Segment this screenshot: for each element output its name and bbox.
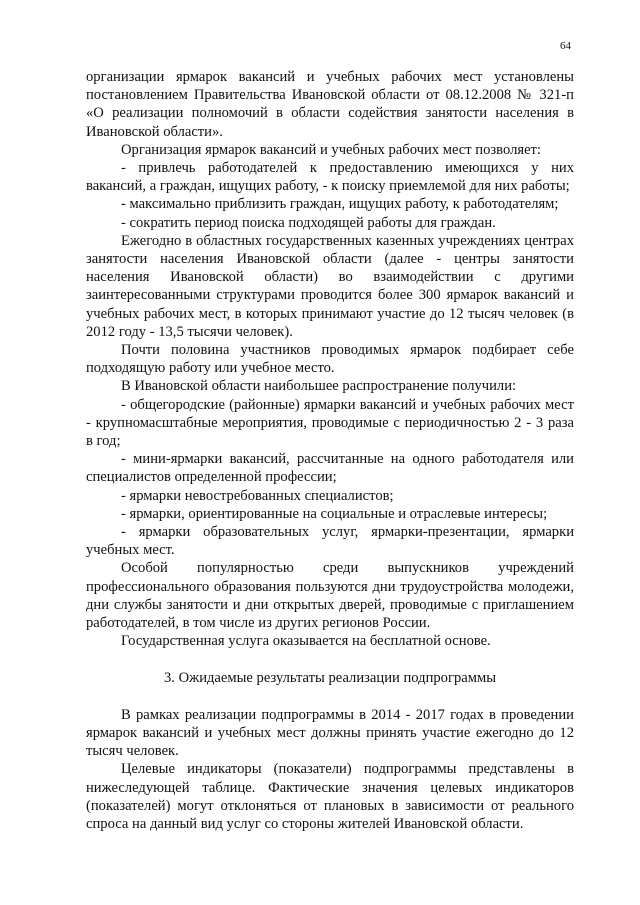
paragraph: - привлечь работодателей к предоставлению имеющихся у них вакансий, а граждан, ищущих работу, - к поиску приемлемой для них работы;	[86, 160, 574, 195]
paragraph: - максимально приблизить граждан, ищущих работу, к работодателям;	[121, 196, 559, 213]
paragraph: В Ивановской области наибольшее распространение получили:	[121, 378, 517, 395]
top-paragraphs	[86, 68, 574, 651]
paragraph: Организация ярмарок вакансий и учебных рабочих мест позволяет:	[121, 141, 541, 158]
page-number: 64	[560, 40, 571, 52]
paragraph: - общегородские (районные) ярмарки вакансий и учебных рабочих мест - крупномасштабные мероприятия, проводимые с периодичностью 2 - 3 раза в год;	[86, 396, 574, 450]
paragraph: Государственная услуга оказывается на бесплатной основе.	[121, 633, 491, 650]
paragraph: Ежегодно в областных государственных казенных учреждениях центрах занятости населения Ивановской области (далее - центры занятости населения Ивановской области) во взаимодействии с другими заинтересованными структурами проводится более 300 ярмарок вакансий и учебных рабочих мест, в которых принимают участие до 12 тысяч человек (в 2012 году - 13,5 тысячи человек).	[86, 232, 574, 340]
paragraph: организации ярмарок вакансий и учебных рабочих мест установлены постановлением Правительства Ивановской области от 08.12.2008 № 321-п «О реализации полномочий в области содействия занятости населения в Ивановской области».	[86, 69, 574, 140]
bottom-paragraphs	[86, 706, 574, 833]
paragraph: - сократить период поиска подходящей работы для граждан.	[121, 214, 496, 231]
document-body	[86, 68, 574, 833]
paragraph: В рамках реализации подпрограммы в 2014 - 2017 годах в проведении ярмарок вакансий и учебных мест должны принять участие ежегодно до 12 тысяч человек.	[86, 706, 574, 760]
section-heading: 3. Ожидаемые результаты реализации подпрограммы	[163, 669, 497, 686]
paragraph: - ярмарки невостребованных специалистов;	[121, 487, 394, 504]
paragraph: Почти половина участников проводимых ярмарок подбирает себе подходящую работу или учебное место.	[86, 342, 574, 377]
paragraph: - мини-ярмарки вакансий, рассчитанные на одного работодателя или специалистов определенной профессии;	[86, 451, 574, 486]
paragraph: - ярмарки, ориентированные на социальные и отраслевые интересы;	[121, 505, 548, 522]
paragraph: Целевые индикаторы (показатели) подпрограммы представлены в нижеследующей таблице. Фактические значения целевых индикаторов (показателей) могут отклоняться от плановых в зависимости от реального спроса на данный вид услуг со стороны жителей Ивановской области.	[86, 761, 574, 832]
paragraph: - ярмарки образовательных услуг, ярмарки-презентации, ярмарки учебных мест.	[86, 524, 574, 559]
paragraph: Особой популярностью среди выпускников учреждений профессионального образования пользуются дни трудоустройства молодежи, дни службы занятости и дни открытых дверей, проводимые с приглашением работодателей, в том числе из других регионов России.	[86, 560, 574, 632]
